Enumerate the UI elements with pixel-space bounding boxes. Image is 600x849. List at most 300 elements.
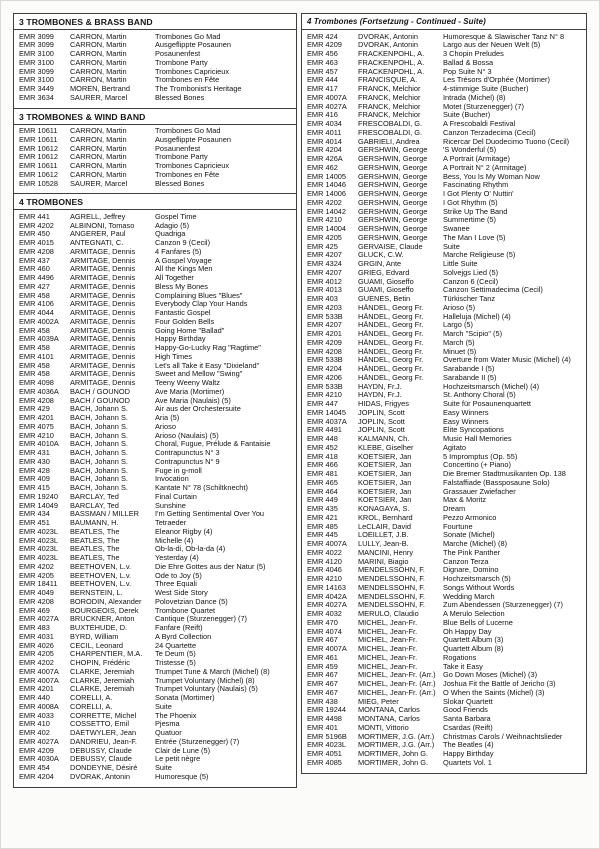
catalog-row (19, 327, 294, 336)
catalog-row (19, 458, 294, 467)
catalog-row (307, 663, 584, 672)
piece-title: Halleluja (Michel) (4) (443, 312, 511, 321)
catalog-row (307, 654, 584, 663)
piece-title: Die Bremer Stadtmusikanten Op. 138 (443, 470, 566, 478)
catalog-row (307, 155, 584, 164)
emr-number: EMR 3449 (19, 85, 54, 93)
emr-number: EMR 5196B (307, 732, 347, 741)
emr-number: EMR 461 (307, 653, 338, 662)
composer-name: ARMITAGE, Dennis (70, 361, 136, 370)
composer-name: JOPLIN, Scott (358, 408, 405, 417)
composer-name: MARINI, Biagio (358, 557, 409, 566)
composer-name: HÄNDEL, Georg Fr. (358, 338, 424, 347)
composer-name: ARMITAGE, Dennis (70, 300, 136, 309)
emr-number: EMR 4012 (307, 277, 342, 286)
emr-number: EMR 4010A (19, 440, 59, 449)
piece-title: Sonata (Mortimer) (155, 694, 215, 702)
catalog-row (19, 703, 294, 712)
composer-name: FRESCOBALDI, G. (358, 120, 423, 128)
piece-title: Aria (5) (155, 414, 180, 422)
piece-title: Trombones Go Mad (155, 32, 221, 41)
composer-name: GERSHWIN, George (358, 155, 428, 163)
catalog-row (19, 554, 294, 563)
catalog-row (19, 668, 294, 677)
emr-number: EMR 4101 (19, 352, 54, 361)
composer-name: ARMITAGE, Dennis (70, 274, 136, 282)
composer-name: MICHEL, Jean-Fr. (358, 645, 418, 653)
composer-name: MENDELSSOHN, F. (358, 575, 425, 583)
composer-name: MICHEL, Jean-Fr. (Arr.) (358, 688, 436, 697)
composer-name: HAYDN, Fr.J. (358, 391, 402, 400)
piece-title: Santa Barbara (443, 715, 491, 723)
composer-name: MENDELSSOHN, F. (358, 566, 425, 575)
catalog-row (307, 558, 584, 567)
catalog-row (19, 589, 294, 598)
catalog-row (307, 181, 584, 190)
emr-number: EMR 427 (19, 282, 50, 291)
piece-title: Fourtune (443, 522, 473, 531)
emr-number: EMR 14046 (307, 181, 347, 190)
emr-number: EMR 462 (307, 163, 338, 172)
emr-number: EMR 4202 (19, 221, 54, 230)
piece-title: Grassauer Zwiefacher (443, 487, 516, 496)
emr-number: EMR 4046 (307, 566, 342, 575)
piece-title: Suite (443, 242, 460, 251)
composer-name: COSSETTO, Emil (70, 720, 129, 729)
piece-title: Posaunenfest (155, 50, 201, 58)
emr-number: EMR 470 (307, 618, 338, 627)
composer-name: BEETHOVEN, L.v. (70, 580, 132, 589)
emr-number: EMR 10612 (19, 170, 59, 179)
catalog-row (19, 353, 294, 362)
composer-name: BEETHOVEN, L.v. (70, 562, 132, 571)
composer-name: HÄNDEL, Georg Fr. (358, 321, 424, 330)
piece-title: The Man I Love (5) (443, 233, 506, 242)
composer-name: BACH, Johann S. (70, 422, 128, 431)
composer-name: FRACKENPOHL, A. (358, 58, 425, 67)
catalog-row (19, 563, 294, 572)
catalog-row (19, 33, 294, 42)
piece-title: Trombones Go Mad (155, 127, 221, 135)
emr-number: EMR 466 (307, 461, 338, 470)
piece-title: Sweet and Mellow "Swing" (155, 370, 243, 379)
emr-number: EMR 4324 (307, 260, 342, 268)
catalog-row (19, 292, 294, 301)
piece-title: St. Anthony Choral (5) (443, 391, 516, 400)
piece-title: Good Friends (443, 706, 488, 715)
piece-title: Solvejgs Lied (5) (443, 268, 499, 277)
emr-number: EMR 4106 (19, 300, 54, 309)
piece-title: Take it Easy (443, 662, 483, 671)
catalog-row (307, 313, 584, 322)
catalog-row (19, 650, 294, 659)
emr-number: EMR 4085 (307, 758, 342, 767)
composer-name: DANDRIEU, Jean-F. (70, 737, 137, 746)
catalog-row (19, 344, 294, 353)
emr-number: EMR 4207 (307, 251, 342, 260)
composer-name: BEETHOVEN, L.v. (70, 571, 132, 580)
piece-title: Rogations (443, 653, 477, 662)
emr-number: EMR 14045 (307, 408, 347, 417)
catalog-row (19, 423, 294, 432)
catalog-row (19, 76, 294, 85)
catalog-row (19, 145, 294, 154)
emr-number: EMR 4204 (19, 772, 54, 781)
catalog-row (307, 243, 584, 252)
composer-name: BACH, Johann S. (70, 457, 128, 466)
catalog-row (19, 712, 294, 721)
composer-name: BARCLAY, Ted (70, 492, 119, 501)
catalog-row (19, 615, 294, 624)
catalog-row (307, 33, 584, 42)
piece-title: Die Ehre Gottes aus der Natur (5) (155, 562, 266, 571)
piece-title: Minuet (5) (443, 347, 477, 356)
emr-number: EMR 458 (19, 370, 50, 379)
catalog-row (307, 304, 584, 313)
catalog-row (19, 85, 294, 94)
piece-title: Humoresque (5) (155, 772, 209, 781)
composer-name: ARMITAGE, Dennis (70, 326, 136, 335)
composer-name: MONTANA, Carlos (358, 715, 420, 723)
catalog-row (19, 580, 294, 589)
piece-title: Joshua Fit the Battle of Jericho (3) (443, 680, 556, 688)
piece-title: Tristesse (5) (155, 659, 196, 667)
piece-title: Trombones en Fête (155, 170, 220, 179)
emr-number: EMR 4015 (19, 239, 54, 247)
catalog-row (307, 698, 584, 707)
catalog-row (307, 741, 584, 750)
emr-number: EMR 4208 (19, 247, 54, 256)
composer-name: MIEG, Peter (358, 697, 399, 706)
composer-name: DEBUSSY, Claude (70, 755, 132, 764)
emr-number: EMR 4202 (19, 659, 54, 667)
catalog-row (307, 321, 584, 330)
composer-name: MICHEL, Jean-Fr. (358, 636, 418, 645)
emr-number: EMR 467 (307, 671, 338, 680)
entry-list (14, 30, 296, 108)
catalog-row (19, 694, 294, 703)
composer-name: BARCLAY, Ted (70, 501, 119, 510)
piece-title: Entrée (Sturzenegger) (7) (155, 737, 240, 746)
catalog-row (19, 633, 294, 642)
composer-name: CLARKE, Jeremiah (70, 667, 135, 676)
piece-title: Csardas (Reift) (443, 723, 493, 732)
composer-name: BACH, Johann S. (70, 449, 128, 457)
piece-title: Hochzeitsmarsch (5) (443, 575, 511, 583)
catalog-row (307, 409, 584, 418)
catalog-row (19, 265, 294, 274)
composer-name: FRANCK, Melchior (358, 85, 421, 93)
catalog-row (19, 685, 294, 694)
emr-number: EMR 4032 (307, 610, 342, 618)
composer-name: MONTI, Vittorio (358, 723, 409, 732)
composer-name: GERSHWIN, George (358, 181, 428, 190)
piece-title: Pjesma (155, 720, 180, 729)
composer-name: ARMITAGE, Dennis (70, 256, 136, 265)
catalog-column-right (301, 13, 587, 774)
piece-title: Agitato (443, 443, 467, 452)
composer-name: SAURER, Marcel (70, 93, 128, 102)
piece-title: Trombone Party (155, 58, 208, 67)
catalog-row (307, 286, 584, 295)
emr-number: EMR 483 (19, 624, 50, 632)
emr-number: EMR 4008A (19, 702, 59, 711)
catalog-row (307, 435, 584, 444)
emr-number: EMR 421 (307, 513, 338, 522)
piece-title: Suite (Bucher) (443, 111, 491, 120)
emr-number: EMR 4034 (307, 120, 342, 128)
composer-name: GERSHWIN, George (358, 198, 428, 207)
emr-number: EMR 4036A (19, 387, 59, 396)
piece-title: Cantique (Sturzenegger) (7) (155, 615, 248, 624)
catalog-row (307, 120, 584, 129)
catalog-row (19, 747, 294, 756)
catalog-row (19, 545, 294, 554)
piece-title: Trombones Capricieux (155, 162, 230, 170)
composer-name: CARRON, Martin (70, 41, 127, 50)
piece-title: 5 Impromptus (Op. 55) (443, 452, 518, 461)
emr-number: EMR 431 (19, 449, 50, 457)
emr-number: EMR 467 (307, 688, 338, 697)
composer-name: CARRON, Martin (70, 162, 127, 170)
emr-number: EMR 4207 (307, 268, 342, 277)
piece-title: Happy Birthday (155, 335, 206, 344)
piece-title: Going Home "Ballad" (155, 326, 225, 335)
catalog-row (19, 300, 294, 309)
catalog-row (19, 180, 294, 189)
composer-name: ALBINONI, Tomaso (70, 221, 135, 230)
piece-title: Go Down Moses (Michel) (3) (443, 671, 538, 680)
composer-name: HAYDN, Fr.J. (358, 382, 402, 391)
emr-number: EMR 4205 (19, 571, 54, 580)
piece-title: Canzon 9 (Cecil) (155, 239, 211, 247)
catalog-row (19, 318, 294, 327)
catalog-row (307, 138, 584, 147)
piece-title: A Merulo Selection (443, 610, 505, 618)
piece-title: Yesterday (4) (155, 554, 199, 562)
emr-number: EMR 4202 (307, 198, 342, 207)
catalog-row (19, 720, 294, 729)
emr-number: EMR 435 (307, 505, 338, 513)
catalog-row (307, 479, 584, 488)
composer-name: CHARPENTIER, M.A. (70, 650, 143, 659)
piece-title: Quartett Album (3) (443, 636, 504, 645)
piece-title: Les Trésors d'Orphée (Mortimer) (443, 76, 550, 85)
piece-title: I Got Rhythm (5) (443, 198, 498, 207)
emr-number: EMR 458 (19, 344, 50, 352)
piece-title: Arioso (Naulais) (5) (155, 431, 219, 440)
composer-name: FRANCISQUE, A. (358, 76, 418, 85)
piece-title: Overture from Water Music (Michel) (4) (443, 356, 571, 365)
emr-number: EMR 4044 (19, 309, 54, 317)
emr-number: EMR 445 (307, 531, 338, 540)
composer-name: KOETSIER, Jan (358, 496, 412, 505)
piece-title: Falstaffiade (Bassposaune Solo) (443, 478, 550, 487)
composer-name: ARMITAGE, Dennis (70, 370, 136, 379)
piece-title: Adagio (5) (155, 221, 190, 230)
catalog-row (307, 383, 584, 392)
composer-name: DAETWYLER, Jean (70, 729, 137, 737)
piece-title: Blue Bells of Lucerne (443, 618, 513, 627)
piece-title: Pezzo Armonico (443, 513, 497, 522)
piece-title: Suite (155, 702, 172, 711)
piece-title: Arioso (5) (443, 303, 476, 312)
emr-number: EMR 4498 (307, 715, 342, 723)
piece-title: Canzon Terzadecima (Cecil) (443, 128, 536, 137)
piece-title: Intrada (Michel) (8) (443, 93, 506, 102)
piece-title: Trumpet Voluntary (Naulais) (5) (155, 685, 258, 694)
piece-title: Final Curtain (155, 492, 197, 501)
piece-title: A Byrd Collection (155, 632, 212, 641)
piece-title: Suite für Posaunenquartett (443, 400, 531, 408)
piece-title: Contrapunctus N° 3 (155, 449, 220, 457)
emr-number: EMR 3099 (19, 32, 54, 41)
piece-title: Music Hall Memories (443, 435, 512, 443)
catalog-row (307, 216, 584, 225)
composer-name: CARRON, Martin (70, 76, 127, 85)
composer-name: GUAMI, Gioseffo (358, 286, 414, 295)
emr-number: EMR 4007A (307, 645, 347, 653)
emr-number: EMR 4207 (307, 321, 342, 330)
emr-number: EMR 4023L (19, 545, 59, 554)
emr-number: EMR 10611 (19, 162, 58, 170)
catalog-row (307, 689, 584, 698)
emr-number: EMR 4208 (307, 347, 342, 356)
emr-number: EMR 14005 (307, 172, 347, 181)
emr-number: EMR 457 (307, 67, 338, 76)
catalog-row (307, 41, 584, 50)
piece-title: Ricercar Del Duodecimo Tuono (Cecil) (443, 137, 570, 146)
composer-name: KOETSIER, Jan (358, 487, 412, 496)
composer-name: CARRON, Martin (70, 50, 127, 58)
emr-number: EMR 4210 (307, 575, 342, 583)
emr-number: EMR 10611 (19, 135, 58, 144)
emr-number: EMR 451 (19, 519, 50, 527)
emr-number: EMR 4491 (307, 426, 342, 435)
composer-name: BACH, Johann S. (70, 440, 128, 449)
piece-title: Invocation (155, 475, 189, 484)
emr-number: EMR 14049 (19, 501, 59, 510)
piece-title: Fanfare (Reift) (155, 624, 203, 632)
piece-title: Te Deum (5) (155, 650, 196, 659)
catalog-row (19, 440, 294, 449)
emr-number: EMR 417 (307, 85, 338, 93)
composer-name: GERVAISE, Claude (358, 242, 423, 251)
composer-name: ARMITAGE, Dennis (70, 309, 136, 317)
catalog-row (19, 624, 294, 633)
emr-number: EMR 4120 (307, 557, 342, 566)
composer-name: BORODIN, Alexander (70, 597, 142, 606)
emr-number: EMR 4039A (19, 335, 59, 344)
composer-name: GABRIELI, Andrea (358, 137, 420, 146)
composer-name: ARMITAGE, Dennis (70, 265, 136, 274)
catalog-row (307, 111, 584, 120)
emr-number: EMR 452 (307, 443, 338, 452)
catalog-row (307, 566, 584, 575)
piece-title: 3 Chopin Preludes (443, 50, 504, 58)
composer-name: CLARKE, Jeremiah (70, 676, 135, 685)
catalog-row (307, 575, 584, 584)
emr-number: EMR 415 (19, 484, 50, 492)
emr-number: EMR 424 (307, 32, 338, 41)
catalog-row (307, 374, 584, 383)
piece-title: Choral, Fugue, Prélude & Fantaisie (155, 440, 271, 449)
emr-number: EMR 430 (19, 457, 50, 466)
catalog-row (307, 330, 584, 339)
emr-number: EMR 4037A (307, 417, 347, 426)
catalog-row (19, 257, 294, 266)
composer-name: GERSHWIN, George (358, 146, 428, 155)
piece-title: Türkischer Tanz (443, 295, 496, 303)
emr-number: EMR 14042 (307, 207, 347, 216)
emr-number: EMR 3100 (19, 76, 54, 85)
catalog-row (19, 502, 294, 511)
catalog-row (19, 432, 294, 441)
piece-title: The Pink Panther (443, 548, 501, 557)
emr-number: EMR 426A (307, 155, 343, 163)
emr-number: EMR 4049 (19, 589, 54, 597)
piece-title: 4 Fanfares (5) (155, 247, 202, 256)
catalog-row (19, 362, 294, 371)
emr-number: EMR 4030A (19, 755, 59, 764)
composer-name: LOEILLET, J.B. (358, 531, 409, 540)
composer-name: ARMITAGE, Dennis (70, 317, 136, 326)
piece-title: Sonate (Michel) (443, 531, 495, 540)
piece-title: Suite (155, 764, 172, 772)
catalog-row (307, 636, 584, 645)
emr-number: EMR 4014 (307, 137, 342, 146)
piece-title: High Times (155, 352, 192, 361)
catalog-row (19, 519, 294, 528)
piece-title: Happy Birthday (443, 750, 494, 758)
catalog-row (19, 213, 294, 222)
catalog-section (302, 14, 586, 773)
piece-title: Fantastic Gospel (155, 309, 211, 317)
emr-number: EMR 4027A (19, 615, 59, 624)
catalog-row (307, 505, 584, 514)
catalog-row (307, 488, 584, 497)
catalog-row (19, 449, 294, 458)
catalog-row (19, 607, 294, 616)
catalog-row (307, 103, 584, 112)
piece-title: Blessed Bones (155, 93, 205, 102)
composer-name: CECIL, Leonard (70, 641, 123, 650)
composer-name: GLUCK, C.W. (358, 251, 404, 260)
catalog-row (307, 356, 584, 365)
emr-number: EMR 4075 (19, 422, 54, 431)
composer-name: ARMITAGE, Dennis (70, 247, 136, 256)
emr-number: EMR 401 (307, 723, 338, 732)
composer-name: GERSHWIN, George (358, 172, 428, 181)
emr-number: EMR 4007A (19, 667, 59, 676)
catalog-row (19, 127, 294, 136)
composer-name: FRACKENPOHL, A. (358, 67, 425, 76)
composer-name: HÄNDEL, Georg Fr. (358, 303, 424, 312)
composer-name: MERULO, Claudio (358, 610, 419, 618)
piece-title: Humoresque & Slawischer Tanz N° 8 (443, 32, 565, 41)
composer-name: MICHEL, Jean-Fr. (Arr.) (358, 671, 436, 680)
catalog-row (19, 738, 294, 747)
catalog-row (307, 453, 584, 462)
composer-name: CLARKE, Jeremiah (70, 685, 135, 694)
piece-title: Sunshine (155, 501, 186, 510)
composer-name: GUAMI, Gioseffo (358, 277, 414, 286)
emr-number: EMR 4210 (307, 391, 342, 400)
emr-number: EMR 4042A (307, 592, 347, 601)
emr-number: EMR 10611 (19, 127, 58, 135)
piece-title: Bess, You Is My Woman Now (443, 172, 540, 181)
emr-number: EMR 4205 (307, 233, 342, 242)
